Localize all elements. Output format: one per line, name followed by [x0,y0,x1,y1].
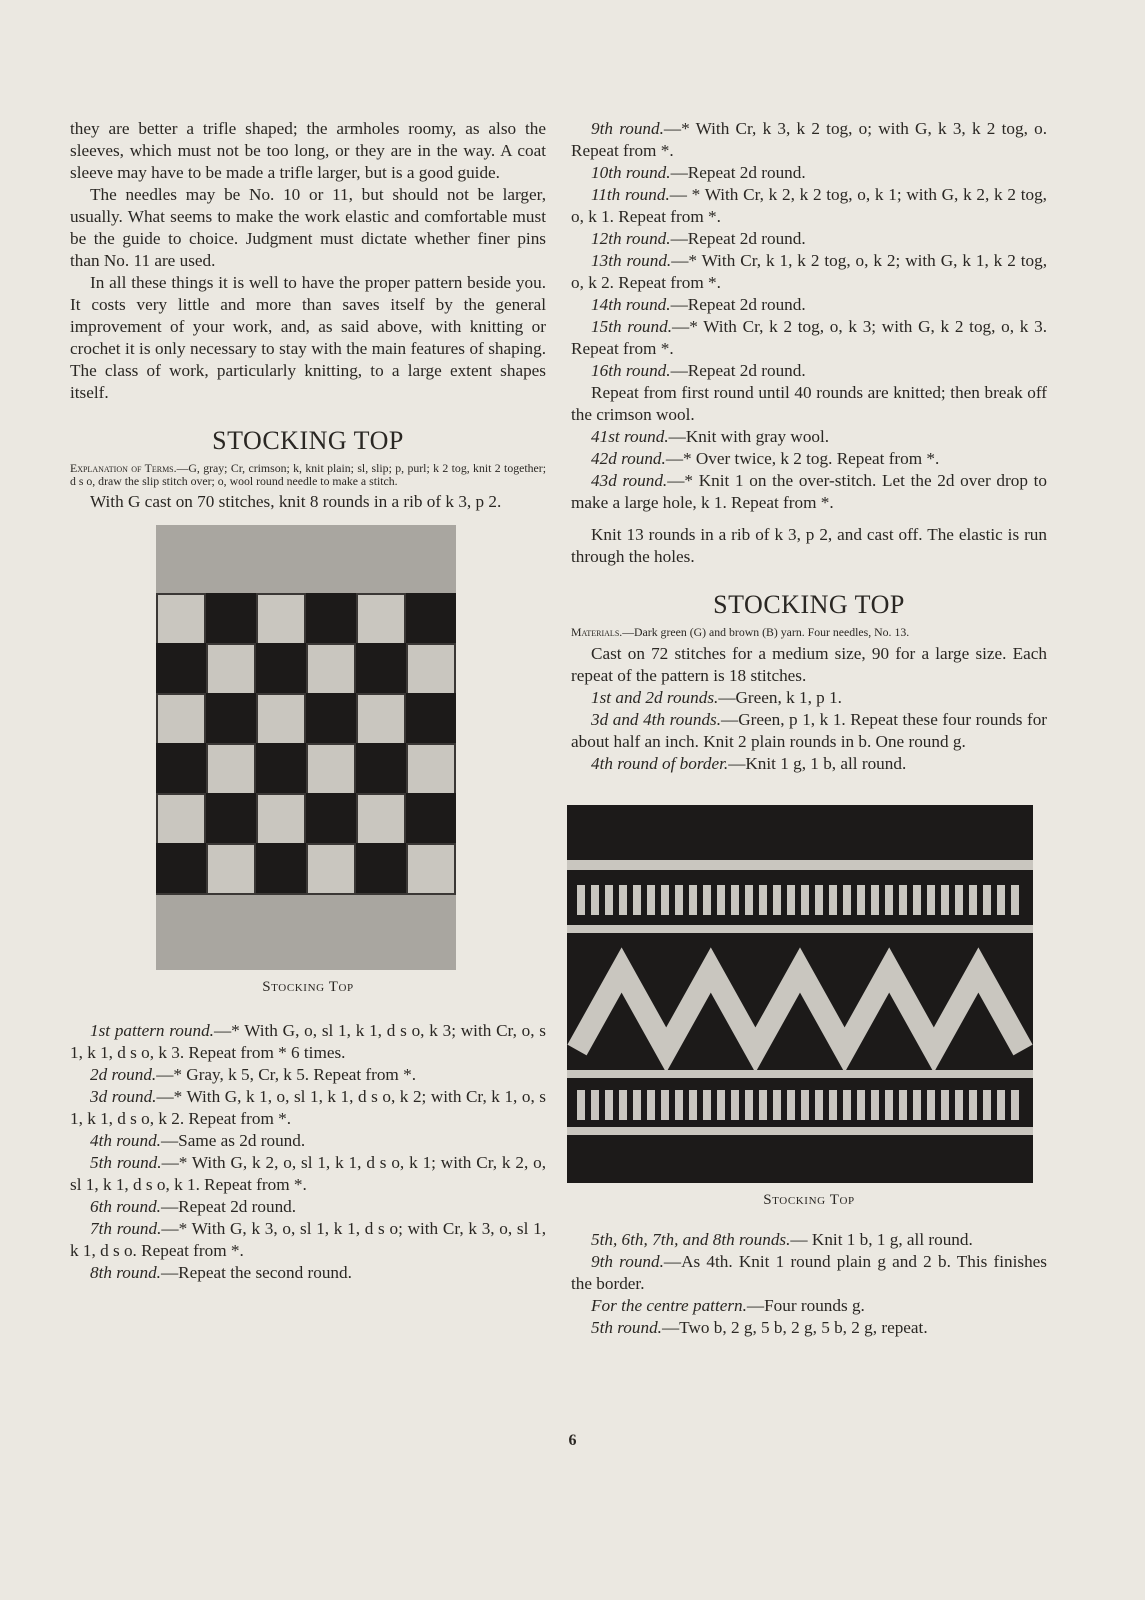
dark-check [156,843,206,893]
stripe [567,1070,1033,1078]
round-label: 9th round. [591,119,664,138]
pattern-round [571,184,1047,228]
tooth [913,885,921,915]
dark-check [406,593,456,643]
tooth [1011,1090,1019,1120]
round-text: —Four rounds g. [746,1295,865,1315]
tooth [591,1090,599,1120]
light-check [258,795,304,843]
pattern-round [571,250,1047,294]
round-text: —Repeat 2d round. [160,1197,297,1216]
tooth [745,1090,753,1120]
round-label: 10th round. [591,163,671,182]
tooth [689,1090,697,1120]
tooth [969,1090,977,1120]
round-text: — Knit 1 b, 1 g, all round. [790,1229,973,1249]
left-column [70,118,546,1284]
light-check [308,845,354,893]
pattern-round [571,118,1047,162]
round-text: —Knit with gray wool. [668,427,830,446]
tooth [647,1090,655,1120]
tooth [731,1090,739,1120]
light-check [208,745,254,793]
tooth [577,1090,585,1120]
tooth [1011,885,1019,915]
dark-check [406,693,456,743]
round-text: —* With Cr, k 1, k 2 tog, o, k 2; with G, k 1, k 2 tog, o, k 2. Repeat from *. [571,251,1047,292]
stripe [567,1127,1033,1135]
round-label: 15th round. [591,317,673,336]
dark-check [356,743,406,793]
round-text: —* With G, k 1, o, sl 1, k 1, d s o, k 2; with Cr, k 1, o, s 1, k 1, d s o, k 2. Repeat from *. [70,1087,546,1128]
round-label: 8th round. [90,1263,161,1282]
round-label: 16th round. [591,361,671,380]
round-text: —* With Cr, k 2 tog, o, k 3; with G, k 2 tog, o, k 3. Repeat from *. [571,317,1047,358]
pattern-round [571,687,1047,709]
round-label: For the centre pattern. [591,1295,747,1315]
dark-check [206,793,256,843]
pattern-round [571,360,1047,382]
tooth [885,885,893,915]
pattern-round [571,1229,1047,1251]
intro-paragraph: they are better a trifle shaped; the armholes roomy, as also the sleeves, which must not be too long, or they are in the way. A coat sleeve may have to be made a trifle larger, but is a good guide. [70,119,546,182]
tooth [857,1090,865,1120]
light-check [308,645,354,693]
tooth [941,885,949,915]
tooth [619,1090,627,1120]
round-text: —Same as 2d round. [160,1131,306,1150]
intro-paragraph: In all these things it is well to have the proper pattern beside you. It costs very little and more than saves itself by the general improvement of your work, and, as said above, with knitting or crochet it is only necessary to stay with the main features of shaping. The class of work, particularly knitting, to a large extent shapes itself. [70,273,546,402]
dark-check [206,593,256,643]
tooth [983,885,991,915]
round-text: —* With Cr, k 3, k 2 tog, o; with G, k 3, k 2 tog, o. Repeat from *. [571,119,1047,160]
round-label: 9th round. [591,1251,664,1271]
pattern-round [571,470,1047,514]
tooth [703,1090,711,1120]
round-text: —* Gray, k 5, Cr, k 5. Repeat from *. [156,1065,416,1084]
light-check [208,645,254,693]
tooth [899,1090,907,1120]
tooth [647,885,655,915]
tooth [815,1090,823,1120]
light-check [408,745,454,793]
round-label: 11th round. [591,185,670,204]
tooth [703,885,711,915]
round-text: —Repeat 2d round. [670,361,806,380]
tooth [927,1090,935,1120]
tooth [801,885,809,915]
light-check [358,795,404,843]
bottom-rib-band [156,895,456,970]
round-label: 5th round. [591,1317,662,1337]
section-heading: STOCKING TOP [212,426,404,455]
pattern-round [571,426,1047,448]
pattern-round [70,1130,546,1152]
round-label: 6th round. [90,1197,161,1216]
light-check [408,645,454,693]
tooth [773,885,781,915]
round-text: —Repeat 2d round. [670,163,806,182]
rounds-list [70,1020,546,1284]
tooth [605,885,613,915]
round-text: —Repeat the second round. [160,1263,352,1282]
round-label: 3d round. [90,1087,157,1106]
light-check [358,595,404,643]
tooth [731,885,739,915]
cast-on-instruction: Cast on 72 stitches for a medium size, 90 for a large size. Each repeat of the pattern is 18 stitches. [571,643,1047,685]
tooth [829,885,837,915]
light-check [258,595,304,643]
pattern-round [571,1317,1047,1339]
pattern-round [571,162,1047,184]
materials-text: —Dark green (G) and brown (B) yarn. Four needles, No. 13. [622,625,910,639]
section-heading: STOCKING TOP [713,590,905,619]
pattern-round [70,1020,546,1064]
tooth [955,1090,963,1120]
tooth [899,885,907,915]
round-text: —* Over twice, k 2 tog. Repeat from *. [665,449,940,468]
dark-check [306,793,356,843]
pattern-round [70,1064,546,1086]
tooth [843,1090,851,1120]
dark-check [256,843,306,893]
tooth [633,1090,641,1120]
tooth [787,885,795,915]
round-text: —Green, p 1, k 1. Repeat these four rounds for about half an inch. Knit 2 plain rounds in b. One round g. [571,709,1048,751]
tooth [759,885,767,915]
round-label: 14th round. [591,295,671,314]
tooth [759,1090,767,1120]
dark-check [356,643,406,693]
figure-caption: Stocking Top [763,1191,855,1208]
dark-check [306,693,356,743]
tooth [829,1090,837,1120]
tooth [969,885,977,915]
round-label: 1st and 2d rounds. [591,687,719,707]
intro-paragraph: The needles may be No. 10 or 11, but should not be larger, usually. What seems to make the work elastic and comfortable must be the guide to choice. Judgment must dictate whether finer pins than No. 11 are used. [70,185,546,270]
pattern-round [571,1251,1047,1295]
light-check [158,695,204,743]
pattern-round [571,753,1047,775]
right-column [571,118,1047,1339]
round-text: —* With G, k 3, o, sl 1, k 1, d s o; with Cr, k 3, o, sl 1, k 1, d s o. Repeat from *. [70,1219,547,1260]
pattern-round [571,316,1047,360]
light-check [408,845,454,893]
tooth [927,885,935,915]
round-label: 4th round of border. [591,753,729,773]
tooth [619,885,627,915]
round-text: —* Knit 1 on the over-stitch. Let the 2d over drop to make a large hole, k 1. Repeat from *. [571,471,1047,512]
tooth [913,1090,921,1120]
tooth [633,885,641,915]
round-label: 12th round. [591,229,671,248]
tooth [605,1090,613,1120]
dark-check [156,643,206,693]
tooth [997,1090,1005,1120]
light-check [358,695,404,743]
tooth [801,1090,809,1120]
tooth [675,1090,683,1120]
repeat-instruction: Repeat from first round until 40 rounds are knitted; then break off the crimson wool. [571,383,1047,424]
tooth [717,885,725,915]
light-check [258,695,304,743]
round-text: —* With G, o, sl 1, k 1, d s o, k 3; with Cr, o, s 1, k 1, d s o, k 3. Repeat from * 6 times. [70,1021,546,1062]
tooth [843,885,851,915]
pattern-round [70,1262,546,1284]
pattern-round [571,1295,1047,1317]
explanation-of-terms [70,462,546,487]
materials [571,626,1047,639]
round-text: —As 4th. Knit 1 round plain g and 2 b. This finishes the border. [571,1251,1047,1293]
pattern-round [571,228,1047,250]
checker-pattern [156,593,456,893]
figure-caption: Stocking Top [262,979,354,995]
dark-check [206,693,256,743]
tooth [745,885,753,915]
tooth [577,885,585,915]
dark-check [256,743,306,793]
page-number: 6 [568,1432,577,1449]
round-text: —Repeat 2d round. [670,295,806,314]
explanation-label: Explanation of Terms. [70,461,177,475]
pattern-round [571,709,1047,753]
dark-check [306,593,356,643]
dark-check [156,743,206,793]
tooth [689,885,697,915]
tooth [815,885,823,915]
round-label: 7th round. [90,1219,162,1238]
round-label: 3d and 4th rounds. [591,709,722,729]
tooth [885,1090,893,1120]
dark-check [256,643,306,693]
materials-label: Materials. [571,625,623,639]
tooth [857,885,865,915]
tooth [955,885,963,915]
round-label: 42d round. [591,449,666,468]
stripe [567,925,1033,933]
dark-check [356,843,406,893]
tooth [675,885,683,915]
round-label: 41st round. [591,427,669,446]
pattern-round [70,1086,546,1130]
dark-check [406,793,456,843]
pattern-round [70,1196,546,1218]
tooth [773,1090,781,1120]
round-label: 13th round. [591,251,672,270]
tooth [717,1090,725,1120]
round-label: 1st pattern round. [90,1021,214,1040]
tooth [997,885,1005,915]
pattern-round [70,1152,546,1196]
pattern-round [571,294,1047,316]
light-check [158,595,204,643]
tooth [871,885,879,915]
stocking-top-figure-zigzag [567,805,1033,1183]
round-text: —Two b, 2 g, 5 b, 2 g, 5 b, 2 g, repeat. [661,1317,928,1337]
round-text: —Repeat 2d round. [670,229,806,248]
finish-instruction: Knit 13 rounds in a rib of k 3, p 2, and cast off. The elastic is run through the holes. [571,525,1047,566]
cast-on-instruction: With G cast on 70 stitches, knit 8 rounds in a rib of k 3, p 2. [90,492,502,511]
top-rib-band [156,525,456,593]
tooth [591,885,599,915]
tooth [983,1090,991,1120]
pattern-round [70,1218,546,1262]
stripe [567,860,1033,870]
explanation-text: —G, gray; Cr, crimson; k, knit plain; sl, slip; p, purl; k 2 tog, knit 2 together; d s o, draw the slip stitch over; o, wool round needle to make a stitch. [70,461,546,488]
tooth [941,1090,949,1120]
round-text: —Green, k 1, p 1. [718,687,842,707]
round-text: — * With Cr, k 2, k 2 tog, o, k 1; with G, k 2, k 2 tog, o, k 1. Repeat from *. [571,185,1047,226]
light-check [308,745,354,793]
light-check [208,845,254,893]
round-label: 5th round. [90,1153,162,1172]
round-label: 43d round. [591,471,668,490]
tooth [787,1090,795,1120]
light-check [158,795,204,843]
stocking-top-figure-checkered [156,525,456,970]
round-label: 4th round. [90,1131,161,1150]
round-text: —* With G, k 2, o, sl 1, k 1, d s o, k 1; with Cr, k 2, o, sl 1, k 1, d s o, k 1. Repeat from *. [70,1153,547,1194]
tooth [661,885,669,915]
round-label: 2d round. [90,1065,157,1084]
pattern-round [571,448,1047,470]
tooth [661,1090,669,1120]
tooth [871,1090,879,1120]
round-label: 5th, 6th, 7th, and 8th rounds. [591,1229,791,1249]
round-text: —Knit 1 g, 1 b, all round. [728,753,907,773]
